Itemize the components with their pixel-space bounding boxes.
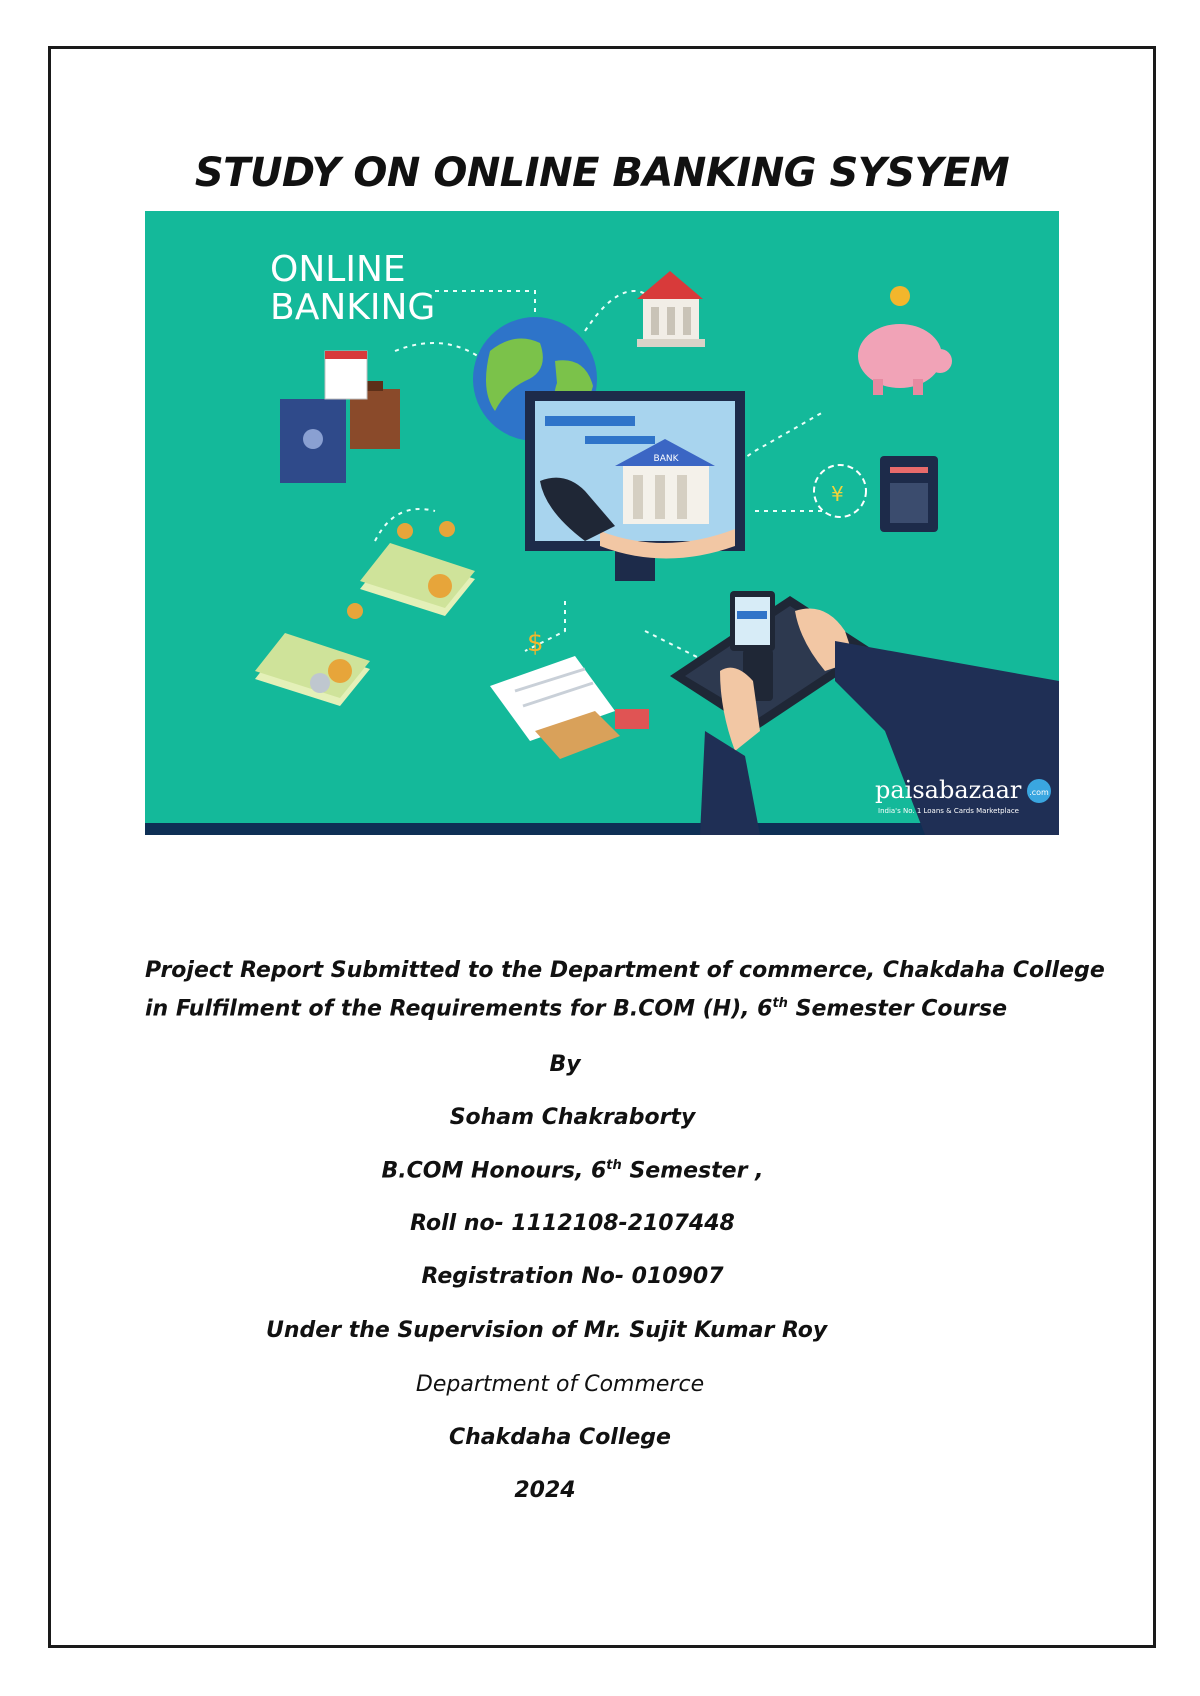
- smartphone-icon: [730, 591, 775, 651]
- by-label: By: [549, 1052, 581, 1077]
- safe-icon: [280, 399, 346, 483]
- college-name: Chakdaha College: [449, 1425, 671, 1450]
- report-year: 2024: [514, 1478, 576, 1503]
- author-name: Soham Chakraborty: [449, 1105, 696, 1130]
- document-title: STUDY ON ONLINE BANKING SYSYEM: [194, 150, 1010, 196]
- brand-name: paisabazaar: [875, 776, 1022, 804]
- submission-line-1: Project Report Submitted to the Department of commerce, Chakdaha College: [145, 958, 1105, 983]
- submission-line-2-superscript: th: [772, 996, 788, 1011]
- calculator-icon: [880, 456, 938, 532]
- registration-number: Registration No- 010907: [421, 1264, 724, 1289]
- course-line-end: Semester ,: [621, 1158, 764, 1184]
- course-line-superscript: th: [606, 1158, 622, 1173]
- calendar-icon: [325, 351, 367, 399]
- roll-number: Roll no- 1112108-2107448: [410, 1211, 735, 1236]
- submission-line-2-end: Semester Course: [787, 996, 1008, 1022]
- brand-tagline: India's No. 1 Loans & Cards Marketplace: [878, 807, 1019, 815]
- submission-line-2-start: in Fulfilment of the Requirements for B.COM (H), 6: [145, 996, 773, 1022]
- submission-line-2: [145, 996, 1007, 1021]
- illustration-heading-online: ONLINE: [270, 249, 406, 290]
- svg-text:¥: ¥: [831, 482, 844, 506]
- supervision-line: Under the Supervision of Mr. Sujit Kumar Roy: [266, 1318, 828, 1343]
- course-line: [0, 1158, 1145, 1183]
- svg-text:$: $: [527, 628, 544, 658]
- brand-badge: .com: [1029, 788, 1049, 797]
- course-line-start: B.COM Honours, 6: [381, 1158, 607, 1184]
- online-banking-illustration: [145, 211, 1059, 835]
- department-name: Department of Commerce: [415, 1372, 705, 1397]
- bank-sign-text: BANK: [653, 454, 679, 464]
- illustration-heading-banking: BANKING: [270, 287, 436, 328]
